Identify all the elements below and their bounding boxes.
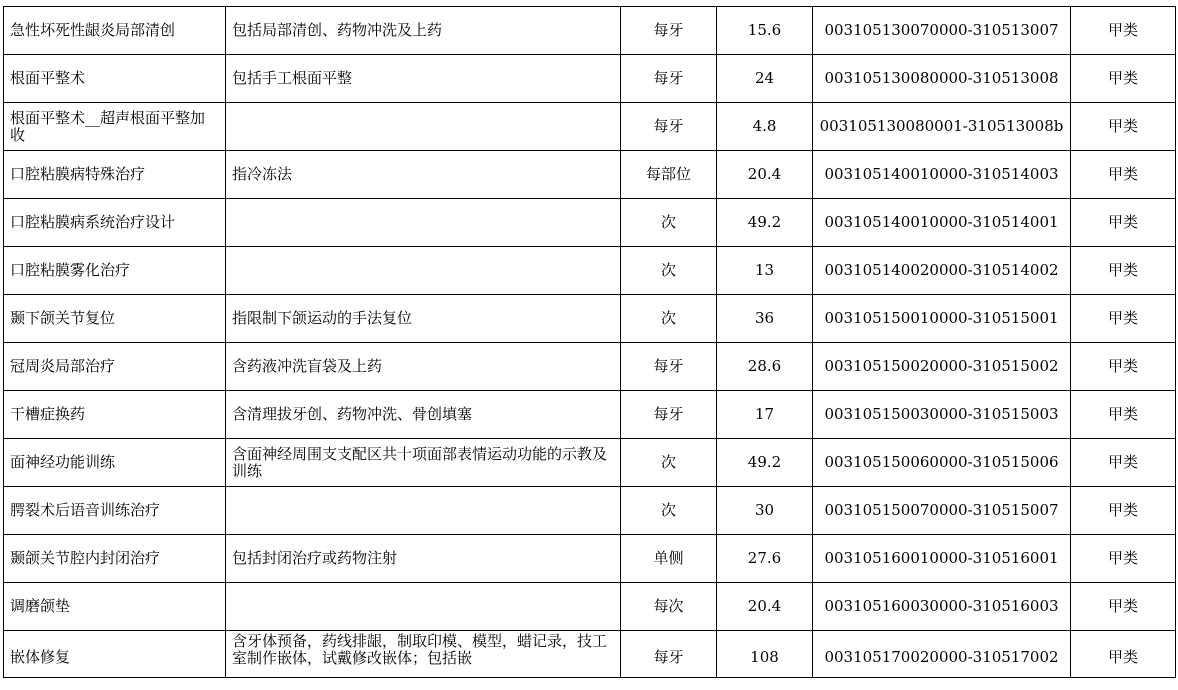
- item-description-cell: 包括封闭治疗或药物注射: [226, 535, 621, 583]
- item-description-cell: [226, 199, 621, 247]
- item-description-cell: [226, 247, 621, 295]
- unit-cell: 次: [621, 487, 717, 535]
- category-cell: 甲类: [1071, 199, 1176, 247]
- item-name-cell: 冠周炎局部治疗: [4, 343, 226, 391]
- table-body: [4, 7, 1176, 678]
- item-name-cell: 根面平整术__超声根面平整加收: [4, 103, 226, 151]
- price-cell: 30: [717, 487, 813, 535]
- table-row: [4, 103, 1176, 151]
- item-description-cell: 包括手工根面平整: [226, 55, 621, 103]
- category-cell: 甲类: [1071, 55, 1176, 103]
- item-name-cell: 根面平整术: [4, 55, 226, 103]
- item-code-cell: 003105150010000-310515001: [813, 295, 1071, 343]
- table-row: [4, 631, 1176, 678]
- item-description-cell: 指冷冻法: [226, 151, 621, 199]
- category-cell: 甲类: [1071, 391, 1176, 439]
- price-cell: 24: [717, 55, 813, 103]
- price-cell: 36: [717, 295, 813, 343]
- unit-cell: 每牙: [621, 7, 717, 55]
- item-description-cell: 包括局部清创、药物冲洗及上药: [226, 7, 621, 55]
- item-name-cell: 调磨颌垫: [4, 583, 226, 631]
- item-name-cell: 口腔粘膜病特殊治疗: [4, 151, 226, 199]
- category-cell: 甲类: [1071, 7, 1176, 55]
- price-cell: 28.6: [717, 343, 813, 391]
- unit-cell: 每牙: [621, 103, 717, 151]
- item-name-cell: 腭裂术后语音训练治疗: [4, 487, 226, 535]
- item-description-cell: [226, 487, 621, 535]
- item-code-cell: 003105130080001-310513008b: [813, 103, 1071, 151]
- item-code-cell: 003105150030000-310515003: [813, 391, 1071, 439]
- category-cell: 甲类: [1071, 631, 1176, 678]
- item-description-cell: [226, 583, 621, 631]
- price-cell: 17: [717, 391, 813, 439]
- unit-cell: 每牙: [621, 631, 717, 678]
- unit-cell: 次: [621, 199, 717, 247]
- unit-cell: 次: [621, 439, 717, 487]
- price-cell: 15.6: [717, 7, 813, 55]
- table-row: [4, 151, 1176, 199]
- category-cell: 甲类: [1071, 151, 1176, 199]
- item-description-cell: 含药液冲洗盲袋及上药: [226, 343, 621, 391]
- item-name-cell: 面神经功能训练: [4, 439, 226, 487]
- table-row: [4, 391, 1176, 439]
- unit-cell: 次: [621, 247, 717, 295]
- table-row: [4, 487, 1176, 535]
- table-row: [4, 7, 1176, 55]
- item-description-cell: 含面神经周围支支配区共十项面部表情运动功能的示教及训练: [226, 439, 621, 487]
- price-cell: 20.4: [717, 583, 813, 631]
- item-code-cell: 003105160010000-310516001: [813, 535, 1071, 583]
- table-row: [4, 535, 1176, 583]
- unit-cell: 每次: [621, 583, 717, 631]
- item-description-cell: [226, 103, 621, 151]
- category-cell: 甲类: [1071, 487, 1176, 535]
- item-code-cell: 003105140010000-310514001: [813, 199, 1071, 247]
- item-name-cell: 口腔粘膜雾化治疗: [4, 247, 226, 295]
- category-cell: 甲类: [1071, 103, 1176, 151]
- table-row: [4, 583, 1176, 631]
- table-row: [4, 247, 1176, 295]
- category-cell: 甲类: [1071, 295, 1176, 343]
- fee-table: [3, 6, 1176, 678]
- item-name-cell: 口腔粘膜病系统治疗设计: [4, 199, 226, 247]
- table-row: [4, 343, 1176, 391]
- price-cell: 4.8: [717, 103, 813, 151]
- category-cell: 甲类: [1071, 247, 1176, 295]
- unit-cell: 每牙: [621, 55, 717, 103]
- item-code-cell: 003105150060000-310515006: [813, 439, 1071, 487]
- price-cell: 49.2: [717, 439, 813, 487]
- item-name-cell: 颞下颌关节复位: [4, 295, 226, 343]
- item-name-cell: 急性坏死性龈炎局部清创: [4, 7, 226, 55]
- category-cell: 甲类: [1071, 439, 1176, 487]
- item-description-cell: 含牙体预备，药线排龈，制取印模、模型，蜡记录，技工室制作嵌体，试戴修改嵌体；包括嵌: [226, 631, 621, 678]
- item-code-cell: 003105170020000-310517002: [813, 631, 1071, 678]
- price-cell: 108: [717, 631, 813, 678]
- item-code-cell: 003105150020000-310515002: [813, 343, 1071, 391]
- item-description-cell: 含清理拔牙创、药物冲洗、骨创填塞: [226, 391, 621, 439]
- price-cell: 20.4: [717, 151, 813, 199]
- category-cell: 甲类: [1071, 583, 1176, 631]
- item-code-cell: 003105140020000-310514002: [813, 247, 1071, 295]
- item-code-cell: 003105130080000-310513008: [813, 55, 1071, 103]
- item-code-cell: 003105130070000-310513007: [813, 7, 1071, 55]
- unit-cell: 每部位: [621, 151, 717, 199]
- price-cell: 49.2: [717, 199, 813, 247]
- item-name-cell: 颞颌关节腔内封闭治疗: [4, 535, 226, 583]
- unit-cell: 每牙: [621, 343, 717, 391]
- item-code-cell: 003105140010000-310514003: [813, 151, 1071, 199]
- category-cell: 甲类: [1071, 343, 1176, 391]
- item-code-cell: 003105150070000-310515007: [813, 487, 1071, 535]
- table-row: [4, 55, 1176, 103]
- price-cell: 27.6: [717, 535, 813, 583]
- table-row: [4, 439, 1176, 487]
- table-row: [4, 199, 1176, 247]
- unit-cell: 次: [621, 295, 717, 343]
- category-cell: 甲类: [1071, 535, 1176, 583]
- item-description-cell: 指限制下颌运动的手法复位: [226, 295, 621, 343]
- unit-cell: 每牙: [621, 391, 717, 439]
- item-name-cell: 嵌体修复: [4, 631, 226, 678]
- table-row: [4, 295, 1176, 343]
- unit-cell: 单侧: [621, 535, 717, 583]
- item-name-cell: 干槽症换药: [4, 391, 226, 439]
- item-code-cell: 003105160030000-310516003: [813, 583, 1071, 631]
- price-cell: 13: [717, 247, 813, 295]
